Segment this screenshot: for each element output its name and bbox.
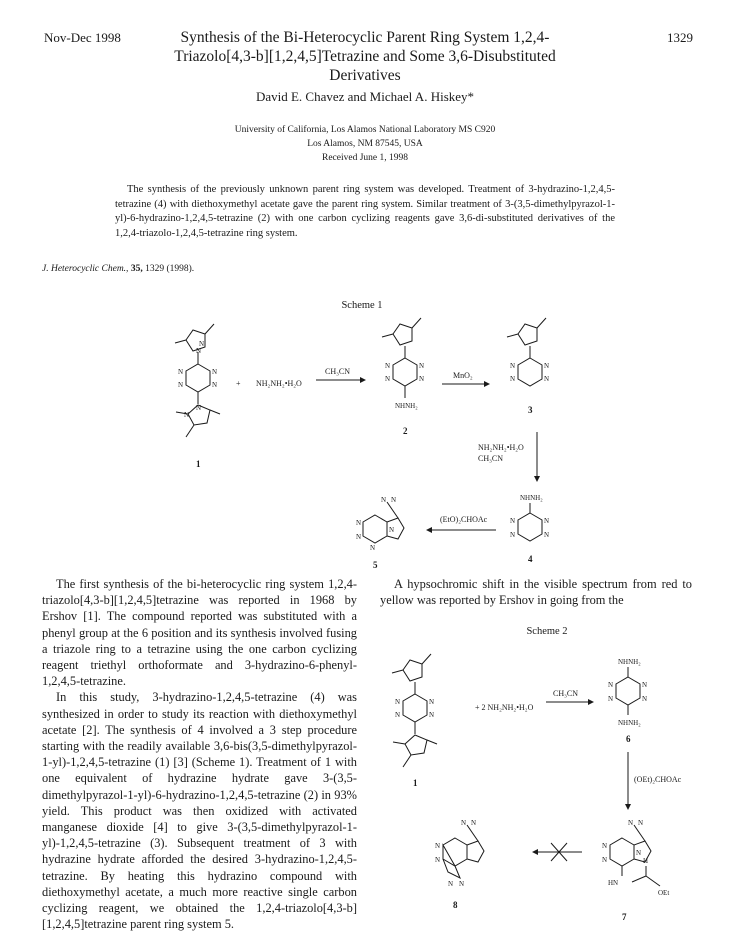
- reagent-cyclizing: (EtO)₂CHOAc: [440, 515, 488, 524]
- svg-text:N: N: [642, 681, 648, 689]
- svg-text:N: N: [356, 519, 362, 527]
- compound-5-label: 5: [373, 560, 378, 570]
- svg-text:N: N: [391, 496, 397, 504]
- compound-1-label: 1: [196, 459, 201, 469]
- svg-text:N: N: [510, 362, 516, 370]
- received-date: Received June 1, 1998: [321, 153, 408, 163]
- svg-text:N: N: [356, 533, 362, 541]
- paragraph: The first synthesis of the bi-heterocyclic ring system 1,2,4-triazolo[4,3-b][1,2,4,5]tetrazine was reported in 1968 by Ershov [1]. The compound reported was substituted with a phenyl group at the 6 position and its synthesis involved fusing a triazole ring to a tetrazine using the one carbon cyclizing reagent triethyl orthoformate and 3-hydrazino-6-phenyl-1,2,4,5-tetrazine.: [42, 577, 357, 689]
- compound-6-substituent-top: NHNH₂: [618, 658, 641, 666]
- compound-6-label: 6: [626, 734, 631, 744]
- svg-text:N: N: [628, 819, 634, 827]
- svg-text:N: N: [544, 362, 550, 370]
- svg-text:N: N: [199, 340, 205, 348]
- svg-text:N: N: [178, 368, 184, 376]
- svg-text:N: N: [510, 531, 516, 539]
- svg-text:N: N: [636, 849, 642, 857]
- affiliation: [150, 123, 580, 165]
- arrowhead: [532, 849, 538, 855]
- compound-8-structure: [443, 825, 484, 878]
- arrowhead: [534, 476, 540, 482]
- citation-volume: 35,: [130, 264, 143, 274]
- paragraph: A hypsochromic shift in the visible spectrum from red to yellow was reported by Ershov in going from the: [380, 577, 692, 608]
- reagent-hydrazine: NH₂NH₂•H₂O: [256, 379, 302, 388]
- page-number: 1329: [667, 30, 693, 45]
- compound-1-label: 1: [413, 778, 418, 788]
- affiliation-line: Los Alamos, NM 87545, USA: [307, 139, 423, 149]
- reagent-step3: NH₂NH₂•H₂O: [478, 443, 524, 452]
- compound-5-structure: [363, 502, 404, 543]
- svg-text:N: N: [435, 856, 441, 864]
- svg-text:N: N: [608, 681, 614, 689]
- compound-6-substituent-bottom: NHNH₂: [618, 719, 641, 727]
- svg-text:N: N: [544, 531, 550, 539]
- compound-7-hn: HN: [608, 879, 619, 887]
- reagent-cyclizing: (OEt)₂CHOAc: [634, 775, 682, 784]
- reagent-solvent: CH₃CN: [325, 367, 351, 376]
- reagent-hydrazine: + 2 NH₂NH₂•H₂O: [475, 703, 534, 712]
- citation-pages: 1329 (1998).: [145, 264, 195, 274]
- plus-sign: +: [236, 379, 241, 388]
- svg-text:N: N: [419, 362, 425, 370]
- compound-7-hydrogen: H: [643, 857, 649, 865]
- arrowhead: [426, 527, 432, 533]
- compound-2-label: 2: [403, 426, 408, 436]
- compound-4-label: 4: [528, 554, 533, 564]
- svg-text:N: N: [385, 362, 391, 370]
- compound-7-label: 7: [622, 912, 627, 922]
- compound-2-structure: [382, 318, 421, 398]
- scheme-2-label: Scheme 2: [526, 626, 568, 637]
- svg-text:N: N: [461, 819, 467, 827]
- scheme-1-label: Scheme 1: [341, 300, 383, 311]
- svg-text:N: N: [212, 381, 218, 389]
- compound-4-structure: [518, 503, 542, 541]
- article-title: Synthesis of the Bi-Heterocyclic Parent Ring System 1,2,4-Triazolo[4,3-b][1,2,4,5]Tetrazine and Some 3,6-Disubstituted Derivatives: [174, 29, 556, 84]
- svg-text:N: N: [435, 842, 441, 850]
- svg-text:N: N: [381, 496, 387, 504]
- svg-text:N: N: [642, 695, 648, 703]
- scheme-1-diagram: [0, 310, 729, 575]
- svg-text:N: N: [184, 411, 190, 419]
- svg-text:N: N: [389, 526, 395, 534]
- svg-text:N: N: [395, 698, 401, 706]
- svg-text:N: N: [370, 544, 376, 552]
- compound-3-label: 3: [528, 405, 533, 415]
- arrowhead: [484, 381, 490, 387]
- compound-7-ethoxy: OEt: [658, 889, 670, 897]
- svg-text:N: N: [429, 711, 435, 719]
- citation-journal: J. Heterocyclic Chem.,: [42, 264, 129, 274]
- body-column-right: [380, 576, 692, 608]
- svg-text:N: N: [395, 711, 401, 719]
- svg-text:N: N: [544, 375, 550, 383]
- reagent-oxidant: MnO₂: [453, 371, 473, 380]
- svg-text:N: N: [448, 880, 454, 888]
- svg-text:N: N: [178, 381, 184, 389]
- citation: [42, 264, 194, 274]
- body-column-left: [42, 576, 357, 932]
- reagent-step3-solvent: CH₃CN: [478, 454, 504, 463]
- svg-text:N: N: [212, 368, 218, 376]
- svg-text:N: N: [510, 375, 516, 383]
- arrowhead: [588, 699, 594, 705]
- paragraph: In this study, 3-hydrazino-1,2,4,5-tetrazine (4) was synthesized in order to study its reaction with diethoxymethyl acetate [2]. The synthesis of 4 involved a 3 step procedure starting with the readily available 3,6-bis(3,5-dimethylpyrazol-1-yl)-1,2,4,5-tetrazine (1) [3] (Scheme 1). Treatment of 1 with one equivalent of hydrazine hydrate gave 3-(3,5-dimethylpyrazol-1-yl)-6-hydrazino-1,2,4,5-tetrazine (2) in 93% yield. This product was then oxidized with activated manganese dioxide [4] to give 3-(3,5-dimethylpyrazol-1-yl)-1,2,4,5-tetrazine (3). Subsequent treatment of 3 with hydrazine hydrate afforded the desired 3-hydrazino-1,2,4,5-tetrazine. By heating this hydrazino compound with diethoxymethyl acetate, a much more reactive single carbon cyclizing reagent, we obtained the 1,2,4-triazolo[4,3-b][1,2,4,5]tetrazine parent ring system 5.: [42, 690, 357, 932]
- svg-text:N: N: [196, 347, 202, 355]
- svg-text:N: N: [196, 404, 202, 412]
- svg-text:N: N: [429, 698, 435, 706]
- affiliation-line: University of California, Los Alamos National Laboratory MS C920: [234, 125, 496, 135]
- compound-6-structure: [616, 667, 640, 715]
- arrowhead: [360, 377, 366, 383]
- abstract: The synthesis of the previously unknown parent ring system was developed. Treatment of 3-hydrazino-1,2,4,5-tetrazine (4) with diethoxymethyl acetate gave the parent ring system. Similar treatment of 3-(3,5-dimethylpyrazol-1-yl)-6-hydrazino-1,2,4,5-tetrazine (2) with one carbon cyclizing reagents gave 3,6-di-substituted derivatives of the 1,2,4-triazolo-1,2,4,5-tetrazine ring system.: [115, 184, 615, 239]
- compound-4-substituent: NHNH₂: [520, 494, 543, 502]
- compound-8-label: 8: [453, 900, 458, 910]
- scheme-2-diagram: [370, 640, 710, 930]
- svg-text:N: N: [638, 819, 644, 827]
- svg-text:N: N: [544, 517, 550, 525]
- svg-text:N: N: [602, 842, 608, 850]
- svg-text:N: N: [471, 819, 477, 827]
- compound-2-substituent: NHNH₂: [395, 402, 418, 410]
- compound-7-structure: [610, 825, 660, 886]
- journal-issue-date: Nov-Dec 1998: [44, 30, 121, 45]
- reagent-solvent: CH₃CN: [553, 689, 579, 698]
- arrowhead: [625, 804, 631, 810]
- svg-text:N: N: [602, 856, 608, 864]
- svg-text:N: N: [385, 375, 391, 383]
- authors: David E. Chavez and Michael A. Hiskey*: [255, 89, 475, 104]
- svg-text:N: N: [459, 880, 465, 888]
- svg-text:N: N: [510, 517, 516, 525]
- svg-text:N: N: [419, 375, 425, 383]
- svg-text:N: N: [608, 695, 614, 703]
